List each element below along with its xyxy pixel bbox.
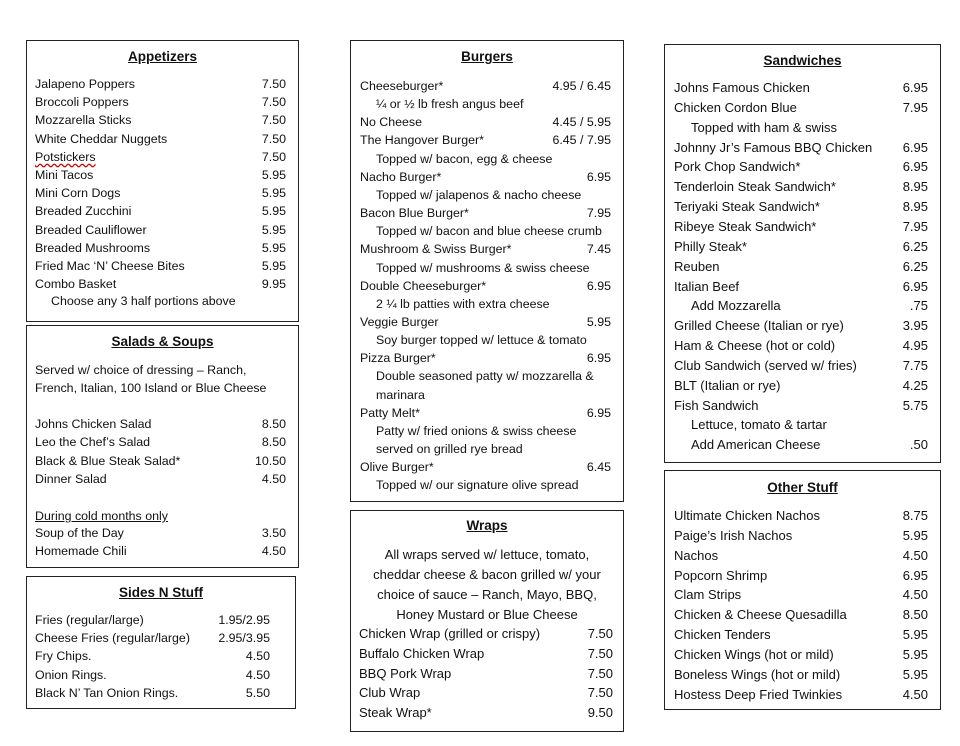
- wrap-item-price: 7.50: [587, 645, 613, 661]
- burger-item-name: Topped w/ jalapenos & nacho cheese: [376, 187, 582, 202]
- salads-intro-line-1: Served w/ choice of dressing – Ranch,: [35, 363, 247, 377]
- burgers-title: Burgers: [461, 49, 513, 64]
- other-item-name: Hostess Deep Fried Twinkies: [674, 686, 843, 702]
- sandwich-item-name: Johns Famous Chicken: [674, 80, 810, 95]
- appetizer-item-price: 7.50: [261, 77, 286, 91]
- appetizer-item-price: 7.50: [261, 113, 286, 128]
- burgers-section: [350, 40, 624, 502]
- other-item-name: Chicken & Cheese Quesadilla: [674, 607, 847, 623]
- appetizer-item-price: 5.95: [261, 259, 286, 273]
- burger-item-price: 6.45: [586, 460, 611, 475]
- sandwich-item-name: Lettuce, tomato & tartar: [691, 417, 827, 433]
- appetizer-item-name: Mini Corn Dogs: [35, 186, 121, 201]
- sandwich-item-name: Ham & Cheese (hot or cold): [674, 338, 836, 354]
- burger-item-name: Topped w/ bacon and blue cheese crumb: [376, 224, 602, 239]
- sandwich-item-price: 4.25: [902, 377, 928, 393]
- other-item-name: Chicken Wings (hot or mild): [674, 646, 834, 662]
- other-item-name: Ultimate Chicken Nachos: [674, 508, 820, 523]
- soup-item-name: Homemade Chili: [35, 543, 127, 558]
- wrap-item-price: 7.50: [587, 665, 613, 681]
- wraps-section: [350, 510, 624, 732]
- sandwich-item-price: 6.95: [902, 139, 928, 155]
- sandwich-item-price: 4.95: [902, 338, 928, 354]
- sandwich-item-name: Grilled Cheese (Italian or rye): [674, 318, 844, 334]
- salads-soups-section: [26, 325, 299, 568]
- side-item-name: Fries (regular/large): [35, 613, 144, 627]
- burger-item-price: 6.95: [586, 169, 611, 184]
- burger-item-name: Olive Burger*: [360, 460, 434, 475]
- appetizer-item-price: 5.95: [261, 186, 286, 201]
- burger-item-name: Double seasoned patty w/ mozzarella &: [376, 369, 594, 384]
- sandwich-item-name: Club Sandwich (served w/ fries): [674, 357, 857, 373]
- sandwich-item-price: 7.95: [902, 99, 928, 115]
- other-item-price: 4.50: [902, 686, 928, 702]
- burger-item-name: Cheeseburger*: [360, 79, 444, 93]
- appetizer-item-price: 7.50: [261, 149, 286, 164]
- side-item-price: 4.50: [245, 667, 270, 682]
- appetizer-item-price: 5.95: [261, 204, 286, 219]
- side-item-price: 4.50: [245, 649, 270, 664]
- burger-item-price: 4.95 / 6.45: [552, 79, 611, 93]
- sandwich-item-name: Topped with ham & swiss: [691, 119, 837, 135]
- sides-section: [26, 576, 296, 709]
- sandwich-item-price: 8.95: [902, 199, 928, 215]
- appetizer-item-name: Jalapeno Poppers: [35, 77, 135, 91]
- sandwich-item-price: 7.95: [902, 218, 928, 234]
- wrap-item-price: 7.50: [587, 626, 613, 641]
- appetizer-item-price: 9.95: [261, 277, 286, 292]
- appetizer-item-name: Mozzarella Sticks: [35, 113, 132, 128]
- burger-item-name: Double Cheeseburger*: [360, 278, 487, 293]
- sandwich-item-price: 8.95: [902, 179, 928, 195]
- wrap-item-name: Club Wrap: [359, 685, 421, 701]
- burger-item-name: Patty Melt*: [360, 405, 420, 420]
- appetizer-item-name: Combo Basket: [35, 277, 117, 292]
- salads-title: Salads & Soups: [111, 334, 214, 349]
- appetizer-item-name: Mini Tacos: [35, 168, 94, 182]
- appetizer-item-price: 7.50: [261, 95, 286, 110]
- sandwich-item-name: Pork Chop Sandwich*: [674, 159, 801, 175]
- other-item-price: 8.50: [902, 607, 928, 623]
- sandwich-item-name: Teriyaki Steak Sandwich*: [674, 199, 820, 215]
- other-item-name: Nachos: [674, 547, 719, 563]
- appetizer-item-name: Potstickers: [35, 149, 96, 164]
- other-stuff-section: [664, 470, 941, 710]
- other-item-name: Popcorn Shrimp: [674, 567, 768, 583]
- wrap-item-price: 7.50: [587, 685, 613, 701]
- sandwich-item-price: 5.75: [902, 397, 928, 413]
- salad-item-name: Black & Blue Steak Salad*: [35, 453, 181, 468]
- appetizer-item-price: 5.95: [261, 168, 286, 182]
- burger-item-name: Topped w/ bacon, egg & cheese: [376, 151, 553, 166]
- burger-item-name: Veggie Burger: [360, 314, 439, 329]
- other-item-price: 5.95: [902, 627, 928, 643]
- sandwiches-title: Sandwiches: [763, 53, 842, 68]
- salad-item-price: 4.50: [261, 471, 286, 486]
- appetizer-item-name: Fried Mac ‘N’ Cheese Bites: [35, 259, 185, 273]
- burger-item-price: 6.95: [586, 351, 611, 366]
- soup-item-price: 4.50: [261, 543, 286, 558]
- side-item-name: Fry Chips.: [35, 649, 92, 664]
- other-item-price: 5.95: [902, 666, 928, 682]
- burger-item-price: 7.45: [586, 242, 611, 257]
- side-item-name: Cheese Fries (regular/large): [35, 631, 190, 646]
- appetizers-title: Appetizers: [127, 49, 198, 64]
- appetizers-note: Choose any 3 half portions above: [51, 294, 236, 308]
- wraps-intro-line-4: Honey Mustard or Blue Cheese: [396, 607, 578, 622]
- salad-item-price: 8.50: [261, 435, 286, 450]
- sandwich-item-name: Ribeye Steak Sandwich*: [674, 218, 817, 234]
- sandwich-item-price: 6.95: [902, 80, 928, 95]
- wraps-intro-line-1: All wraps served w/ lettuce, tomato,: [384, 547, 590, 562]
- sandwich-item-price: 3.95: [902, 318, 928, 334]
- sandwich-item-price: .50: [909, 437, 928, 453]
- other-item-name: Chicken Tenders: [674, 627, 771, 643]
- other-item-price: 5.95: [902, 527, 928, 543]
- salad-item-price: 10.50: [254, 453, 286, 468]
- wraps-intro-line-3: choice of sauce – Ranch, Mayo, BBQ,: [377, 587, 597, 602]
- burger-item-name: ¼ or ½ lb fresh angus beef: [376, 97, 524, 112]
- side-item-price: 2.95/3.95: [218, 631, 270, 646]
- wraps-intro-line-2: cheddar cheese & bacon grilled w/ your: [373, 567, 601, 582]
- burger-item-price: 6.95: [586, 278, 611, 293]
- sandwiches-section: [664, 44, 941, 463]
- appetizer-item-name: White Cheddar Nuggets: [35, 131, 168, 146]
- wrap-item-name: Chicken Wrap (grilled or crispy): [359, 626, 541, 641]
- side-item-name: Black N’ Tan Onion Rings.: [35, 685, 179, 700]
- salad-item-price: 8.50: [261, 417, 286, 431]
- appetizer-item-price: 7.50: [261, 131, 286, 146]
- burger-item-name: Soy burger topped w/ lettuce & tomato: [376, 333, 587, 348]
- sandwich-item-name: Chicken Cordon Blue: [674, 99, 797, 115]
- sandwich-item-price: 7.75: [902, 357, 928, 373]
- sandwich-item-name: Philly Steak*: [674, 238, 747, 254]
- burger-item-name: Topped w/ mushrooms & swiss cheese: [376, 260, 590, 275]
- wrap-item-name: Buffalo Chicken Wrap: [359, 645, 485, 661]
- other-item-price: 6.95: [902, 567, 928, 583]
- burger-item-name: No Cheese: [360, 115, 422, 130]
- burger-item-price: 5.95: [586, 314, 611, 329]
- burger-item-name: Bacon Blue Burger*: [360, 206, 469, 221]
- appetizer-item-name: Breaded Cauliflower: [35, 222, 147, 237]
- soup-item-price: 3.50: [261, 526, 286, 540]
- other-item-price: 4.50: [902, 547, 928, 563]
- sandwich-item-name: Add Mozzarella: [691, 298, 781, 314]
- other-title: Other Stuff: [767, 480, 838, 495]
- salad-item-name: Dinner Salad: [35, 471, 107, 486]
- side-item-price: 5.50: [245, 685, 270, 700]
- sandwich-item-price: 6.25: [902, 238, 928, 254]
- wrap-item-name: BBQ Pork Wrap: [359, 665, 452, 681]
- salads-intro-line-2: French, Italian, 100 Island or Blue Cheese: [35, 381, 267, 395]
- side-item-name: Onion Rings.: [35, 667, 107, 682]
- wrap-item-price: 9.50: [587, 705, 613, 721]
- other-item-name: Boneless Wings (hot or mild): [674, 666, 841, 682]
- salad-item-name: Leo the Chef’s Salad: [35, 435, 151, 450]
- sandwich-item-price: 6.95: [902, 159, 928, 175]
- sandwich-item-price: .75: [909, 298, 928, 314]
- burger-item-price: 6.45 / 7.95: [552, 133, 611, 148]
- burger-item-price: 4.45 / 5.95: [552, 115, 611, 130]
- side-item-price: 1.95/2.95: [218, 613, 270, 627]
- appetizer-item-price: 5.95: [261, 240, 286, 255]
- appetizer-item-price: 5.95: [261, 222, 286, 237]
- sandwich-item-name: Add American Cheese: [691, 437, 821, 453]
- soup-item-name: Soup of the Day: [35, 526, 124, 540]
- other-item-name: Paige’s Irish Nachos: [674, 527, 793, 543]
- other-item-price: 8.75: [902, 508, 928, 523]
- burger-item-price: 7.95: [586, 206, 611, 221]
- sandwich-item-name: Johnny Jr’s Famous BBQ Chicken: [674, 139, 873, 155]
- burger-item-name: The Hangover Burger*: [360, 133, 484, 148]
- sandwich-item-price: 6.25: [902, 258, 928, 274]
- burger-item-name: 2 ¼ lb patties with extra cheese: [376, 296, 550, 311]
- other-item-price: 4.50: [902, 587, 928, 603]
- sandwich-item-name: Tenderloin Steak Sandwich*: [674, 179, 836, 195]
- appetizer-item-name: Breaded Mushrooms: [35, 240, 151, 255]
- appetizer-item-name: Breaded Zucchini: [35, 204, 132, 219]
- burger-item-name: Topped w/ our signature olive spread: [376, 478, 579, 493]
- sides-title: Sides N Stuff: [118, 585, 203, 600]
- sandwich-item-name: BLT (Italian or rye): [674, 377, 781, 393]
- wrap-item-name: Steak Wrap*: [359, 705, 432, 721]
- appetizer-item-name: Broccoli Poppers: [35, 95, 129, 110]
- cold-months-heading: During cold months only: [35, 509, 168, 523]
- burger-item-name: marinara: [376, 387, 425, 402]
- salad-item-name: Johns Chicken Salad: [35, 417, 152, 431]
- sandwich-item-price: 6.95: [902, 278, 928, 294]
- burger-item-name: Nacho Burger*: [360, 169, 442, 184]
- other-item-name: Clam Strips: [674, 587, 742, 603]
- other-item-price: 5.95: [902, 646, 928, 662]
- wraps-title: Wraps: [466, 518, 508, 533]
- sandwich-item-name: Reuben: [674, 258, 720, 274]
- appetizers-section: [26, 40, 299, 322]
- sandwich-item-name: Italian Beef: [674, 278, 740, 294]
- burger-item-name: Patty w/ fried onions & swiss cheese: [376, 423, 577, 438]
- sandwich-item-name: Fish Sandwich: [674, 397, 759, 413]
- burger-item-name: Mushroom & Swiss Burger*: [360, 242, 512, 257]
- burger-item-price: 6.95: [586, 405, 611, 420]
- burger-item-name: served on grilled rye bread: [376, 442, 523, 456]
- burger-item-name: Pizza Burger*: [360, 351, 436, 366]
